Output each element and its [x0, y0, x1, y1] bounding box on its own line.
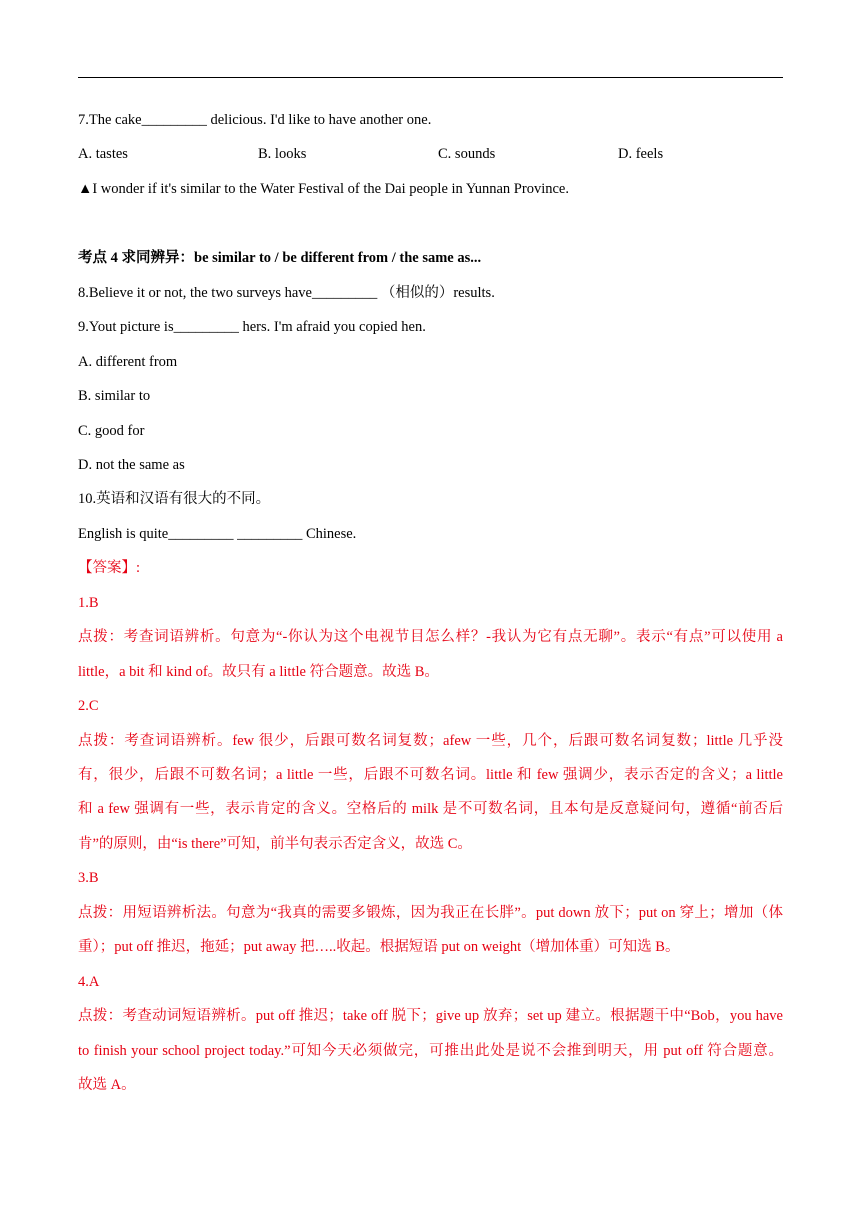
q10-line2: English is quite_________ _________ Chinese. — [78, 526, 357, 542]
answer-3-line-2: 重）；put off 推迟，拖延；put away 把…..收起。根据短语 put on weight（增加体重）可知选 B。 — [78, 939, 680, 955]
answer-1-line-2: little，a bit 和 kind of。故只有 a little 符合题意。故选 B。 — [78, 664, 439, 680]
header-rule — [78, 77, 783, 78]
q7-option-d: D. feels — [618, 146, 664, 162]
answers-header: 【答案】: — [78, 560, 141, 576]
q9-option-d: D. not the same as — [78, 457, 185, 473]
q10-stem: 10.英语和汉语有很大的不同。 — [78, 491, 271, 507]
note-line: ▲I wonder if it's similar to the Water Festival of the Dai people in Yunnan Province. — [78, 181, 569, 197]
section-4-title: 考点 4 求同辨异：be similar to / be different from / the same as... — [78, 250, 482, 266]
answer-3-label: 3.B — [78, 870, 99, 886]
answer-1-line-1: 点拨：考查词语辨析。句意为“-你认为这个电视节目怎么样？-我认为它有点无聊”。表示“有点”可以使用 a — [78, 629, 783, 645]
answer-2-line-3: 和 a few 强调有一些，表示肯定的含义。空格后的 milk 是不可数名词，且本句是反意疑问句，遵循“前否后 — [78, 801, 783, 817]
answer-4-line-2: to finish your school project today.”可知今天必须做完，可推出此处是说不会推到明天，用 put off 符合题意。 — [78, 1043, 783, 1059]
q9-option-b: B. similar to — [78, 388, 151, 404]
answer-2-label: 2.C — [78, 698, 99, 714]
answer-4-label: 4.A — [78, 974, 100, 990]
q9-stem: 9.Yout picture is_________ hers. I'm afraid you copied hen. — [78, 319, 426, 335]
q7-stem: 7.The cake_________ delicious. I'd like to have another one. — [78, 112, 432, 128]
q7-option-a: A. tastes — [78, 146, 128, 162]
q8-stem: 8.Believe it or not, the two surveys have_________ （相似的）results. — [78, 285, 495, 301]
answer-1-label: 1.B — [78, 595, 99, 611]
q9-option-a: A. different from — [78, 354, 178, 370]
answer-2-line-2: 有，很少，后跟不可数名词；a little 一些，后跟不可数名词。little 和 few 强调少，表示否定的含义；a little — [78, 767, 783, 783]
q7-option-c: C. sounds — [438, 146, 496, 162]
answer-2-line-4: 肯”的原则，由“is there”可知，前半句表示否定含义，故选 C。 — [78, 836, 472, 852]
answer-4-line-3: 故选 A。 — [78, 1077, 136, 1093]
answer-2-line-1: 点拨：考查词语辨析。few 很少，后跟可数名词复数；afew 一些，几个，后跟可数名词复数；little 几乎没 — [78, 733, 783, 749]
answer-3-line-1: 点拨：用短语辨析法。句意为“我真的需要多锻炼，因为我正在长胖”。put down 放下；put on 穿上；增加（体 — [78, 905, 783, 921]
q9-option-c: C. good for — [78, 423, 145, 439]
answer-4-line-1: 点拨：考查动词短语辨析。put off 推迟；take off 脱下；give up 放弃；set up 建立。根据题干中“Bob，you have — [78, 1008, 783, 1024]
q7-option-b: B. looks — [258, 146, 307, 162]
